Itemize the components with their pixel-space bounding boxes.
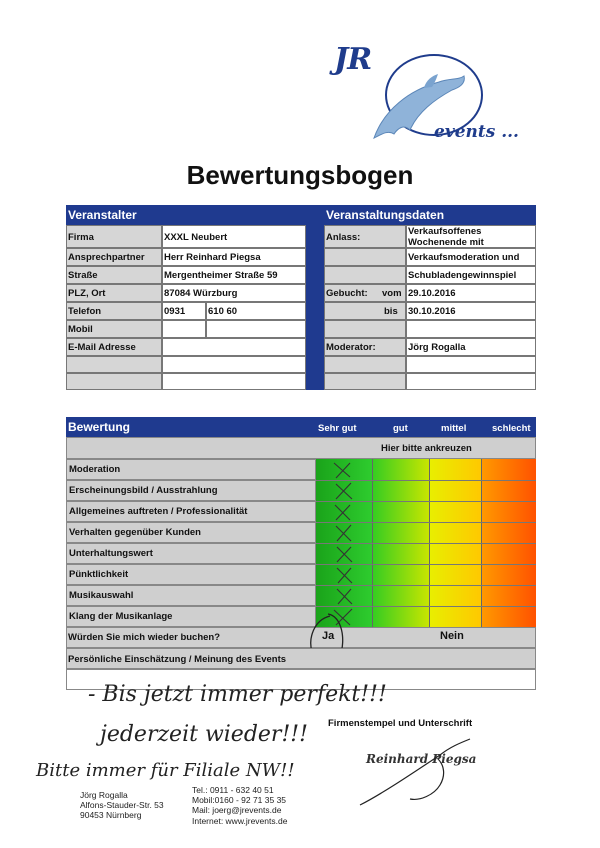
mobil-b-cell — [206, 320, 306, 338]
scale-gut: gut — [393, 423, 408, 434]
telefon-label: Telefon — [68, 306, 102, 317]
row-label: Pünktlichkeit — [69, 569, 129, 580]
checkmarks-sehr-gut — [316, 459, 372, 627]
rating-row-professionalism — [66, 501, 316, 522]
mobil-label: Mobil — [68, 324, 93, 335]
row-label: Klang der Musikanlage — [69, 611, 173, 622]
footer-street: Alfons-Stauder-Str. 53 — [80, 800, 164, 811]
stamp-label: Firmenstempel und Unterschrift — [328, 718, 473, 729]
empty-value-cell-1 — [162, 356, 306, 373]
strasse-value: Mergentheimer Straße 59 — [164, 270, 278, 281]
row-label: Musikauswahl — [69, 590, 134, 601]
row-label: Erscheinungsbild / Ausstrahlung — [69, 485, 218, 496]
rating-row-entertainment — [66, 543, 316, 564]
signature-scribble — [350, 735, 480, 810]
tel-a-value: 0931 — [164, 306, 186, 317]
handwritten-comment-3: Bitte immer für Filiale NW!! — [36, 760, 295, 781]
vom-label: vom — [382, 288, 402, 299]
mobil-a-cell — [162, 320, 206, 338]
organizer-header: Veranstalter — [68, 208, 137, 222]
anlass-line-4: Schubladengewinnspiel — [408, 270, 517, 281]
scale-sehr-gut: Sehr gut — [318, 423, 357, 434]
row-label: Verhalten gegenüber Kunden — [69, 527, 201, 538]
hint-text: Hier bitte ankreuzen — [381, 443, 472, 454]
logo-mark: JR — [334, 42, 372, 77]
moderator-value: Jörg Rogalla — [408, 342, 466, 353]
rebook-yes[interactable]: Ja — [322, 630, 335, 642]
rebook-no[interactable]: Nein — [440, 630, 464, 642]
rating-row-music-selection — [66, 585, 316, 606]
empty-event-value-2 — [406, 356, 536, 373]
scale-schlecht: schlecht — [492, 423, 531, 434]
empty-event-value-3 — [406, 373, 536, 390]
empty-label-cell-2 — [66, 373, 162, 390]
footer-name: Jörg Rogalla — [80, 790, 128, 800]
footer-contact — [192, 785, 287, 826]
plz-value: 87084 Würzburg — [164, 288, 238, 299]
empty-event-label-3 — [324, 373, 406, 390]
company-logo — [330, 40, 520, 150]
bis-value: 30.10.2016 — [408, 306, 456, 317]
empty-event-label-2 — [324, 356, 406, 373]
footer-web[interactable]: Internet: www.jrevents.de — [192, 815, 288, 826]
anlass-label-cell-2 — [324, 248, 406, 266]
column-separator — [306, 225, 324, 390]
rating-row-sound — [66, 606, 316, 627]
anlass-label-cell-3 — [324, 266, 406, 284]
rating-row-punctuality — [66, 564, 316, 585]
row-label: Unterhaltungswert — [69, 548, 153, 559]
handwritten-comment-1: - Bis jetzt immer perfekt!!! — [88, 682, 387, 707]
scale-mittel: mittel — [441, 423, 467, 434]
tel-b-value: 610 60 — [208, 306, 238, 317]
empty-label-cell-1 — [66, 356, 162, 373]
anlass-line-1: Verkaufsoffenes — [408, 226, 482, 237]
anlass-line-3: Verkaufsmoderation und — [408, 252, 520, 263]
row-label: Allgemeines auftreten / Professionalität — [69, 506, 248, 517]
signature-text: Reinhard Piegsa — [366, 752, 477, 766]
footer-tel: Tel.: 0911 - 632 40 51 — [192, 785, 274, 795]
handwritten-comment-2: jederzeit wieder!!! — [100, 722, 308, 747]
rating-row-appearance — [66, 480, 316, 501]
logo-sub: events ... — [434, 122, 519, 142]
plz-label: PLZ, Ort — [68, 288, 106, 299]
moderator-label: Moderator: — [326, 342, 376, 353]
footer-city: 90453 Nürnberg — [80, 810, 142, 821]
anlass-line-2: Wochenende mit — [408, 237, 484, 248]
gebucht-label: Gebucht: — [326, 288, 368, 299]
rating-header: Bewertung — [68, 420, 131, 434]
strasse-label: Straße — [68, 270, 98, 281]
email-value-cell — [162, 338, 306, 356]
opinion-label: Persönliche Einschätzung / Meinung des Events — [68, 654, 287, 665]
rating-row-customer-behavior — [66, 522, 316, 543]
ansprech-label: Ansprechpartner — [68, 252, 145, 263]
page-title: Bewertungsbogen — [186, 160, 414, 190]
event-data-header: Veranstaltungsdaten — [326, 208, 445, 222]
firma-value: XXXL Neubert — [164, 232, 228, 243]
ansprech-value: Herr Reinhard Piegsa — [164, 252, 261, 263]
footer-mail[interactable]: Mail: joerg@jrevents.de — [192, 805, 282, 816]
anlass-label: Anlass: — [326, 232, 361, 243]
rating-row-moderation — [66, 459, 316, 480]
firma-label: Firma — [68, 232, 94, 243]
vom-value: 29.10.2016 — [408, 288, 456, 299]
rebook-label: Würden Sie mich wieder buchen? — [68, 632, 221, 643]
email-label: E-Mail Adresse — [68, 342, 136, 353]
empty-value-cell-2 — [162, 373, 306, 390]
bis-label: bis — [384, 306, 398, 317]
footer-address — [80, 790, 164, 821]
empty-event-value — [406, 320, 536, 338]
empty-event-label — [324, 320, 406, 338]
row-label: Moderation — [69, 464, 121, 475]
footer-mobil: Mobil:0160 - 92 71 35 35 — [192, 795, 287, 806]
